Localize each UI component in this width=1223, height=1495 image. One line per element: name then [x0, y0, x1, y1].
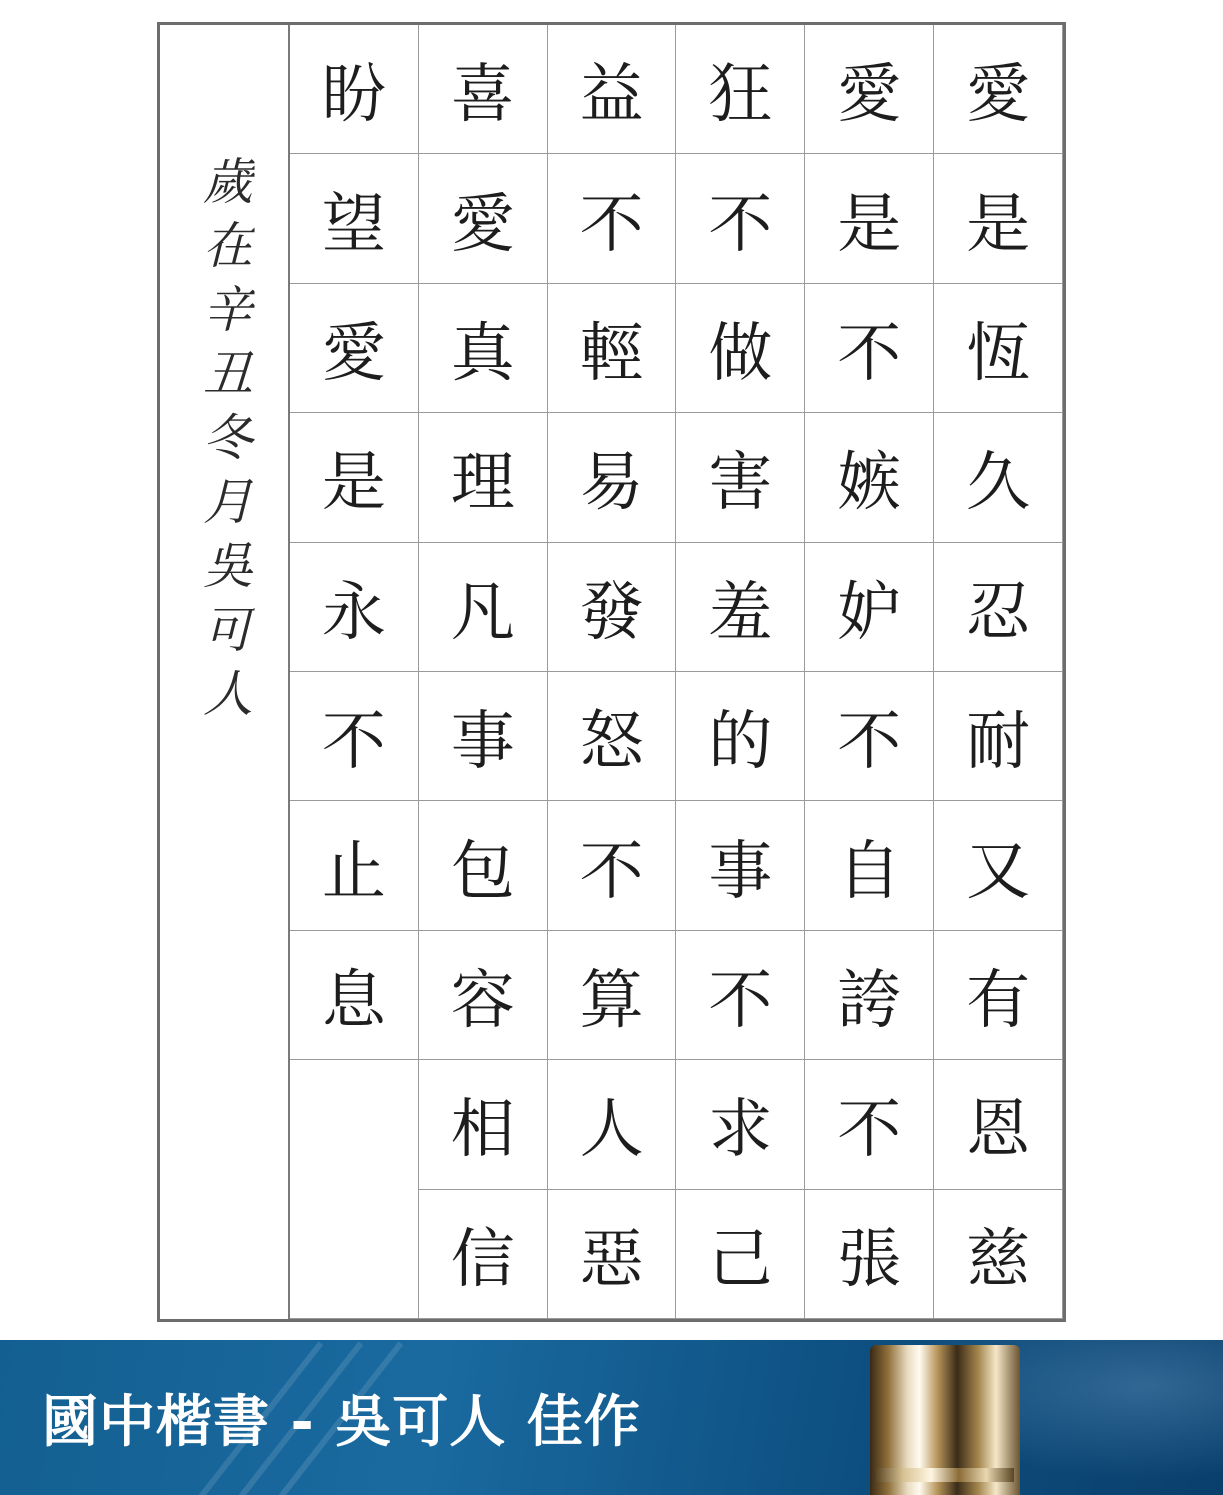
grid-cell: 是: [934, 154, 1063, 283]
grid-cell: 恆: [934, 284, 1063, 413]
grid-cell: 事: [419, 672, 548, 801]
grid-cell: 己: [676, 1190, 805, 1319]
grid-cell: 發: [548, 543, 677, 672]
grid-cell: 容: [419, 931, 548, 1060]
grid-cell: 不: [676, 154, 805, 283]
grid-cell: 盼: [290, 25, 419, 154]
grid-cell: 的: [676, 672, 805, 801]
grid-cell: 信: [419, 1190, 548, 1319]
grid-cell: 嫉: [805, 413, 934, 542]
grid-cell: 輕: [548, 284, 677, 413]
grid-cell: 是: [290, 413, 419, 542]
grid-cell: 不: [548, 154, 677, 283]
grid-cell: 忍: [934, 543, 1063, 672]
grid-cell: 易: [548, 413, 677, 542]
grid-cell: 人: [548, 1060, 677, 1189]
grid-cell: 惡: [548, 1190, 677, 1319]
grid-cell: 是: [805, 154, 934, 283]
calligraphy-sheet: [157, 22, 1066, 1322]
signature-column: [160, 25, 290, 1319]
grid-cell: 害: [676, 413, 805, 542]
grid-cell: 算: [548, 931, 677, 1060]
title-banner: [0, 1340, 1223, 1495]
grid-cell-empty: [290, 1060, 419, 1319]
grid-cell: 又: [934, 801, 1063, 930]
grid-cell: 息: [290, 931, 419, 1060]
grid-cell: 永: [290, 543, 419, 672]
grid-cell: 止: [290, 801, 419, 930]
grid-cell: 耐: [934, 672, 1063, 801]
grid-cell: 羞: [676, 543, 805, 672]
grid-cell: 久: [934, 413, 1063, 542]
grid-cell: 慈: [934, 1190, 1063, 1319]
grid-cell: 自: [805, 801, 934, 930]
grid-cell: 愛: [805, 25, 934, 154]
grid-cell: 不: [805, 1060, 934, 1189]
grid-cell: 妒: [805, 543, 934, 672]
grid-cell: 不: [805, 284, 934, 413]
signature-text: 歲在辛丑冬月吳可人: [195, 155, 253, 731]
grid-cell: 愛: [934, 25, 1063, 154]
grid-cell: 有: [934, 931, 1063, 1060]
grid-cell: 益: [548, 25, 677, 154]
grid-cell: 恩: [934, 1060, 1063, 1189]
grid-cell: 張: [805, 1190, 934, 1319]
grid-cell: 不: [676, 931, 805, 1060]
banner-title: 國中楷書 - 吳可人 佳作: [42, 1390, 641, 1455]
grid-cell: 凡: [419, 543, 548, 672]
pen-band: [876, 1468, 1014, 1482]
grid-cell: 愛: [419, 154, 548, 283]
grid-cell: 理: [419, 413, 548, 542]
grid-cell: 做: [676, 284, 805, 413]
grid-cell: 不: [548, 801, 677, 930]
grid-cell: 誇: [805, 931, 934, 1060]
grid-cell: 愛: [290, 284, 419, 413]
grid-cell: 不: [290, 672, 419, 801]
grid-cell: 怒: [548, 672, 677, 801]
character-grid: [290, 25, 1063, 1319]
grid-cell: 真: [419, 284, 548, 413]
grid-cell: 望: [290, 154, 419, 283]
grid-cell: 事: [676, 801, 805, 930]
grid-cell: 狂: [676, 25, 805, 154]
grid-cell: 求: [676, 1060, 805, 1189]
grid-cell: 包: [419, 801, 548, 930]
grid-cell: 相: [419, 1060, 548, 1189]
grid-cell: 喜: [419, 25, 548, 154]
grid-cell: 不: [805, 672, 934, 801]
